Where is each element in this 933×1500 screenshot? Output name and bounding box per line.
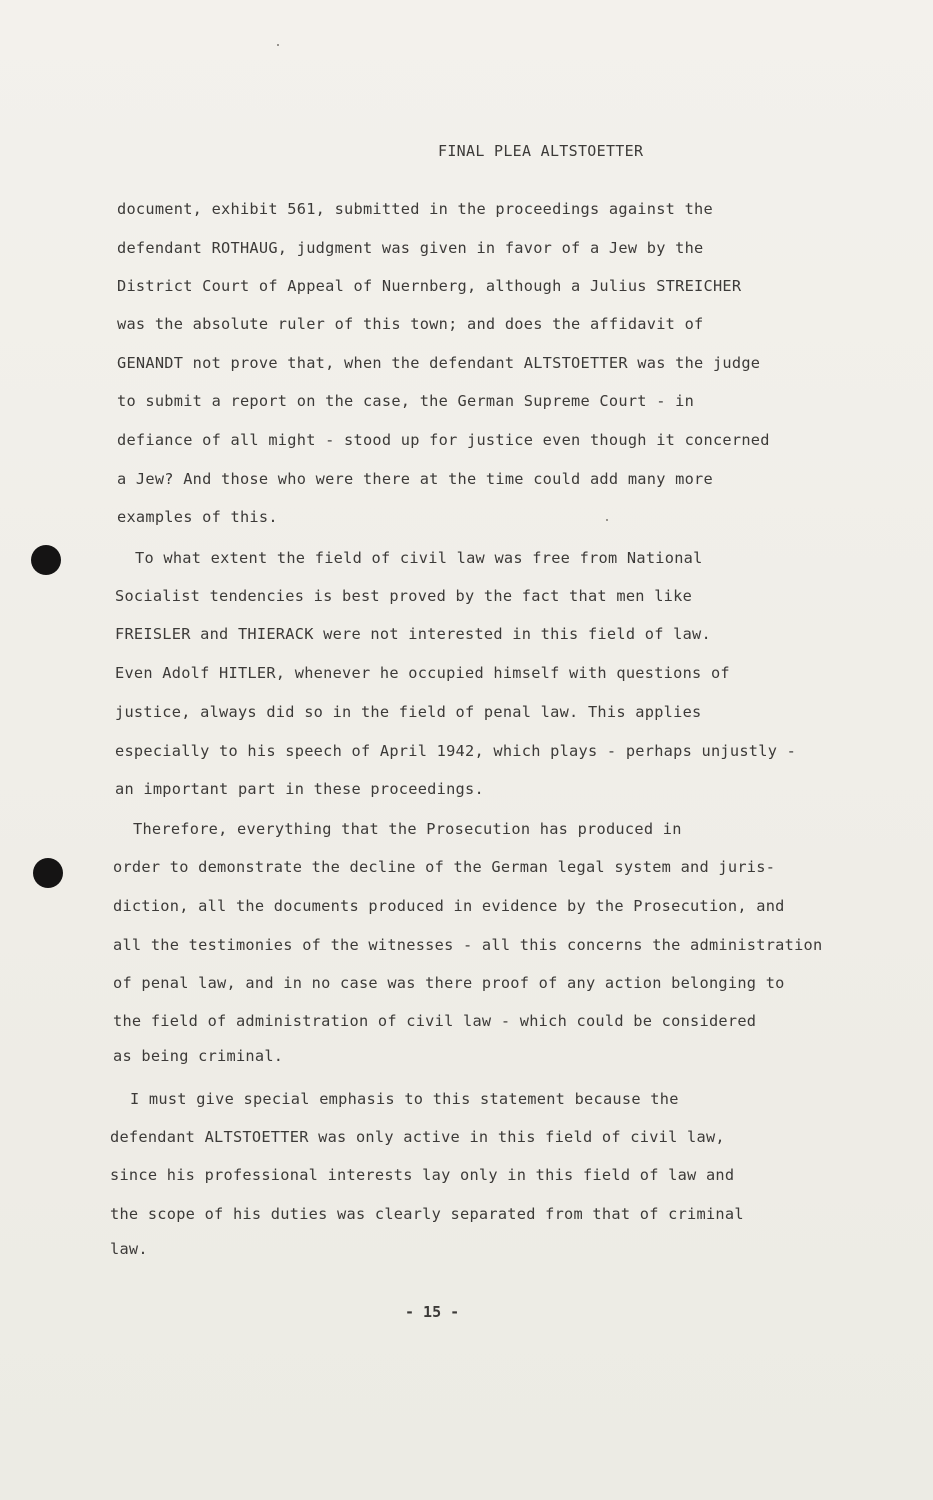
text-line: all the testimonies of the witnesses - all this concerns the administration [113, 936, 823, 954]
text-line: defiance of all might - stood up for justice even though it concerned [117, 431, 770, 449]
text-line: District Court of Appeal of Nuernberg, although a Julius STREICHER [117, 277, 742, 295]
text-line: order to demonstrate the decline of the German legal system and juris- [113, 858, 776, 876]
punch-hole-lower [33, 858, 63, 888]
text-line: Socialist tendencies is best proved by the fact that men like [115, 587, 693, 605]
text-line: Therefore, everything that the Prosecution has produced in [133, 820, 682, 838]
text-line: since his professional interests lay only in this field of law and [110, 1166, 735, 1184]
paper-speck [606, 519, 608, 521]
text-line: a Jew? And those who were there at the time could add many more [117, 470, 713, 488]
text-line: FREISLER and THIERACK were not interested in this field of law. [115, 625, 711, 643]
text-line: to submit a report on the case, the German Supreme Court - in [117, 392, 695, 410]
text-line: GENANDT not prove that, when the defendant ALTSTOETTER was the judge [117, 354, 761, 372]
text-line: law. [110, 1240, 148, 1258]
text-line: document, exhibit 561, submitted in the proceedings against the [117, 200, 713, 218]
text-line: examples of this. [117, 508, 278, 526]
text-line: the field of administration of civil law - which could be considered [113, 1012, 757, 1030]
punch-hole-upper [31, 545, 61, 575]
text-line: justice, always did so in the field of penal law. This applies [115, 703, 702, 721]
page-header: FINAL PLEA ALTSTOETTER [438, 142, 644, 160]
paper-speck [277, 44, 279, 46]
text-line: the scope of his duties was clearly separated from that of criminal [110, 1205, 744, 1223]
text-line: Even Adolf HITLER, whenever he occupied himself with questions of [115, 664, 730, 682]
text-line: especially to his speech of April 1942, which plays - perhaps unjustly - [115, 742, 797, 760]
text-line: as being criminal. [113, 1047, 284, 1065]
text-line: was the absolute ruler of this town; and does the affidavit of [117, 315, 704, 333]
text-line: of penal law, and in no case was there proof of any action belonging to [113, 974, 785, 992]
text-line: diction, all the documents produced in evidence by the Prosecution, and [113, 897, 785, 915]
text-line: I must give special emphasis to this statement because the [130, 1090, 679, 1108]
text-line: defendant ALTSTOETTER was only active in this field of civil law, [110, 1128, 725, 1146]
page-number: - 15 - [405, 1303, 460, 1321]
text-line: defendant ROTHAUG, judgment was given in favor of a Jew by the [117, 239, 704, 257]
text-line: an important part in these proceedings. [115, 780, 484, 798]
text-line: To what extent the field of civil law was free from National [135, 549, 703, 567]
